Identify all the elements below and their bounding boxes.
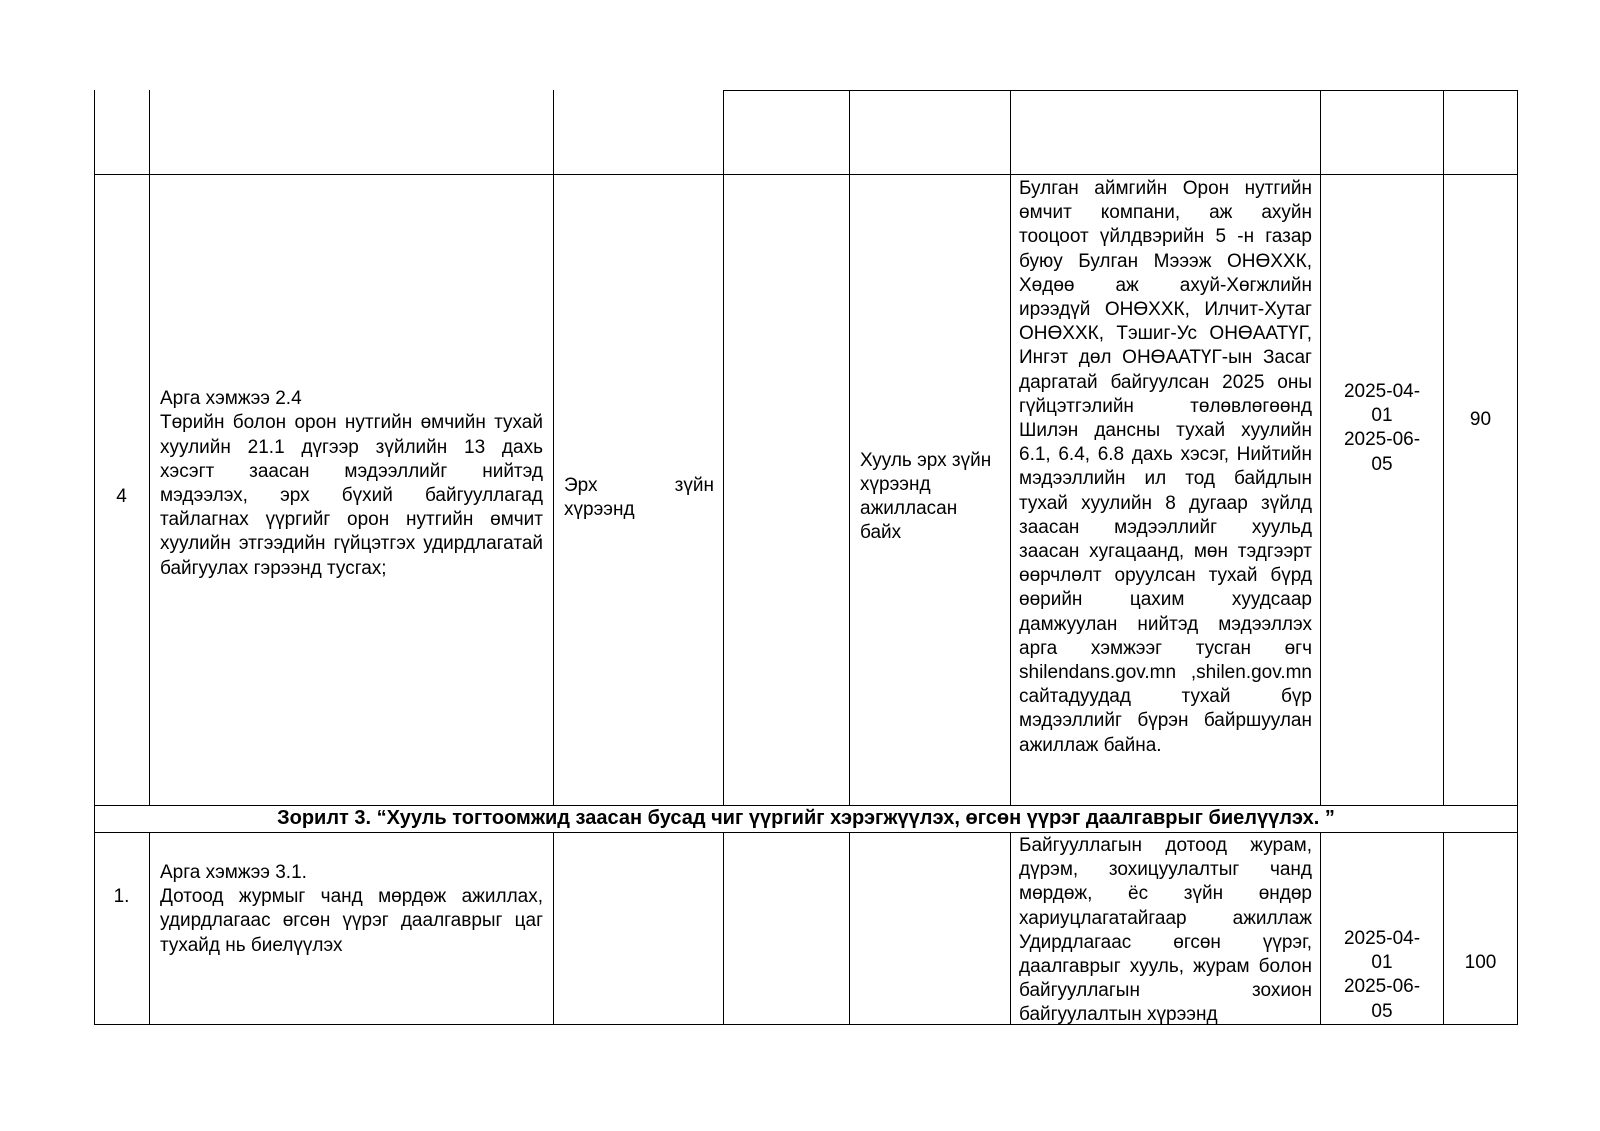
- table-border: [849, 832, 850, 1025]
- table-border: [1443, 90, 1444, 805]
- table-border: [94, 832, 1518, 833]
- goal-label: Зорилт 3.: [277, 807, 372, 829]
- table-border: [1010, 90, 1011, 805]
- table-border: [149, 832, 150, 1025]
- goal-text: “Хууль тогтоомжид заасан бусад чиг үүргийг хэрэгжүүлэх, өгсөн үүрэг даалгаврыг биелүүлэх. ”: [376, 807, 1335, 829]
- measure-cell: [160, 175, 543, 805]
- table-border: [149, 90, 150, 805]
- end-date-line-1: 2025-06-: [1343, 429, 1421, 451]
- performance-text: Байгууллагын дотоод журам, дүрэм, зохицуулалтыг чанд мөрдөж, ёс зүйн өндөр хариуцлагатайгаар ажиллаж Удирдлагаас өгсөн үүрэг, даалгаврыг хууль, журам болон байгууллагын зохион байгуулалтын хүрээнд: [1019, 835, 1312, 1024]
- report-table: [94, 90, 1518, 1025]
- table-border: [849, 90, 850, 805]
- table-border: [553, 832, 554, 1025]
- budget-cell: [724, 175, 849, 805]
- end-date-line-2: 05: [1371, 1000, 1393, 1022]
- measure-text: [160, 387, 543, 581]
- expected-result-text: Хууль эрх зүйн хүрээнд ажилласан байх: [860, 449, 992, 544]
- measure-title: Арга хэмжээ 3.1.: [160, 862, 307, 883]
- expected-result-cell: [860, 175, 1002, 805]
- measure-title: Арга хэмжээ 2.4: [160, 388, 302, 410]
- table-border: [723, 832, 724, 1025]
- score: 90: [1469, 409, 1492, 430]
- goal-heading: [94, 805, 1518, 832]
- basis-text: Эрх зүйн хүрээнд: [564, 474, 714, 520]
- table-border: [723, 90, 1518, 91]
- end-date-line-1: 2025-06-: [1343, 976, 1421, 998]
- score: 100: [1464, 952, 1497, 973]
- measure-cell: [160, 861, 543, 958]
- table-border: [94, 1024, 1518, 1025]
- measure-description: Төрийн болон орон нутгийн өмчийн тухай хуулийн 21.1 дүгээр зүйлийн 13 дахь хэсэгт заасан мэдээллийг нийтэд мэдээлэх, эрх бүхий байгууллагад тайлагнах үүргийг орон нутгийн өмчит хуулийн этгээдийн гүйцэтгэх удирдлагатай байгуулах гэрээнд тусгах;: [160, 412, 543, 579]
- table-border: [1517, 90, 1518, 1025]
- table-border: [553, 90, 554, 805]
- start-date-line-2: 01: [1371, 952, 1393, 974]
- end-date-line-2: 05: [1371, 453, 1393, 475]
- table-border: [1010, 832, 1011, 1025]
- start-date-line-1: 2025-04-: [1343, 381, 1421, 402]
- date-range: [1321, 927, 1443, 1024]
- performance-text: Булган аймгийн Орон нутгийн өмчит компани, аж ахуйн тооцоот үйлдвэрийн 5 -н газар буюу Булган Мэээж ОНӨХХК, Хөдөө аж ахуй-Хөгжлийн ирээдүй ОНӨХХК, Илчит-Хутаг ОНӨХХК, Тэшиг-Ус ОНӨААТҮГ, Ингэт дөл ОНӨААТҮГ-ын Засаг даргатай байгуулсан 2025 оны гүйцэтгэлийн төлөвлөгөөнд Шилэн дансны тухай хуулийн 6.1, 6.4, 6.8 дахь хэсэг, Нийтийн мэдээллийн ил тод байдлын тухай хуулийн 8 дугаар зүйлд заасан мэдээллийг хуульд заасан хугацаанд, мөн тэдгээрт өөрчлөлт оруулсан тухай бүрд өөрийн цахим хуудсаар дамжуулан нийтэд мэдээллэх арга хэмжээг тусган өгч shilendans.gov.mn ,shilen.gov.mn сайтадуудад тухай бүр мэдээллийг бүрэн байршуулан ажиллаж байна.: [1019, 178, 1312, 756]
- row-number: 1.: [113, 886, 130, 907]
- measure-description: Дотоод журмыг чанд мөрдөж ажиллах, удирдлагаас өгсөн үүрэг даалгаврыг цаг тухайд нь биелүүлэх: [160, 886, 543, 956]
- table-border: [1443, 832, 1444, 1025]
- start-date-line-2: 01: [1371, 405, 1393, 427]
- date-range: [1321, 380, 1443, 477]
- row-number: 4: [116, 486, 127, 508]
- start-date-line-1: 2025-04-: [1343, 928, 1421, 949]
- basis-cell: [564, 175, 714, 805]
